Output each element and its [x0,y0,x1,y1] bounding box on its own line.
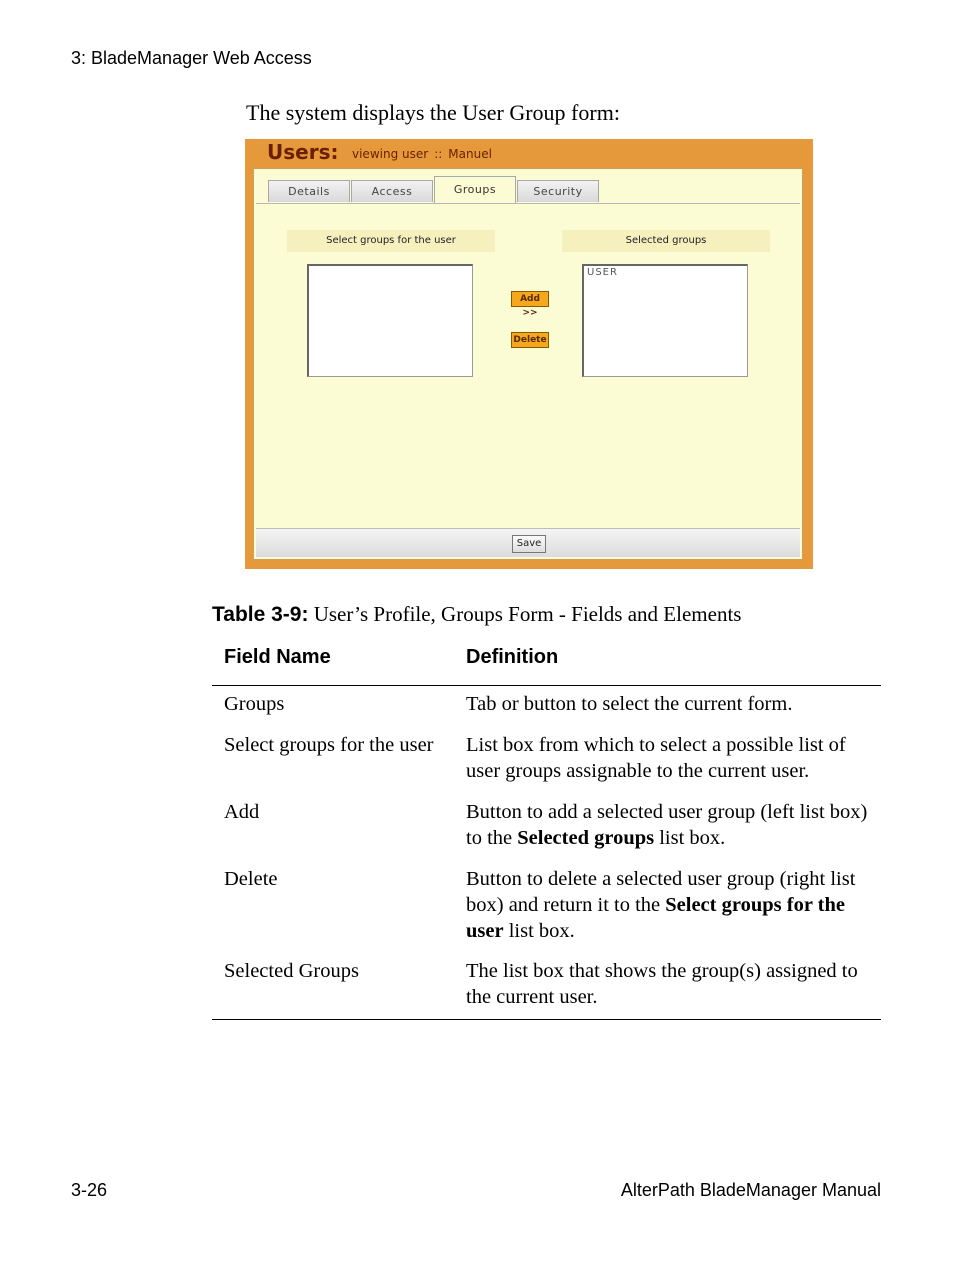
available-groups-listbox[interactable] [307,264,473,377]
form-title: Users: [267,140,339,164]
header-definition: Definition [466,646,559,668]
caption-text: User’s Profile, Groups Form - Fields and Elements [313,602,742,626]
page-number: 3-26 [71,1180,108,1200]
viewing-user-line [352,147,492,161]
definition-cell: Button to add a selected user group (left list box) to the Selected groups list box. [466,801,868,849]
field-cell: Delete [224,868,278,890]
tab-access[interactable]: Access [351,180,433,202]
right-panel-label: Selected groups [562,230,770,252]
tab-details[interactable]: Details [268,180,350,202]
definition-cell: The list box that shows the group(s) assigned to the current user. [466,960,858,1008]
bottom-bar [256,528,800,557]
tab-groups[interactable]: Groups [434,176,516,203]
manual-title: AlterPath BladeManager Manual [620,1180,881,1200]
list-item[interactable]: USER [587,267,618,278]
intro-text: The system displays the User Group form: [246,100,620,125]
tab-underline [256,203,800,204]
delete-button[interactable]: Delete [511,332,549,348]
form-panel [253,168,803,560]
viewing-label: viewing user [352,147,429,161]
table-bottom-rule [212,1019,881,1020]
caption-label: Table 3-9: [212,603,309,626]
definition-cell: Button to delete a selected user group (right list box) and return it to the Select groups for the user list box. [466,868,856,942]
save-button[interactable]: Save [512,535,546,553]
separator: :: [434,147,443,161]
user-group-form-screenshot [245,139,813,569]
left-panel-label: Select groups for the user [287,230,495,252]
field-cell: Groups [224,693,285,715]
field-cell: Select groups for the user [224,734,434,756]
running-head: 3: BladeManager Web Access [71,48,312,68]
selected-groups-listbox[interactable] [582,264,748,377]
table-caption [212,602,741,627]
header-rule [212,685,881,686]
user-name: Manuel [448,147,492,161]
add-button[interactable]: Add >> [511,291,549,307]
field-cell: Add [224,801,260,823]
header-field-name: Field Name [224,646,331,668]
tab-security[interactable]: Security [517,180,599,202]
definition-cell: Tab or button to select the current form. [466,693,793,715]
field-cell: Selected Groups [224,960,359,982]
definition-cell: List box from which to select a possible list of user groups assignable to the current user. [466,734,846,782]
